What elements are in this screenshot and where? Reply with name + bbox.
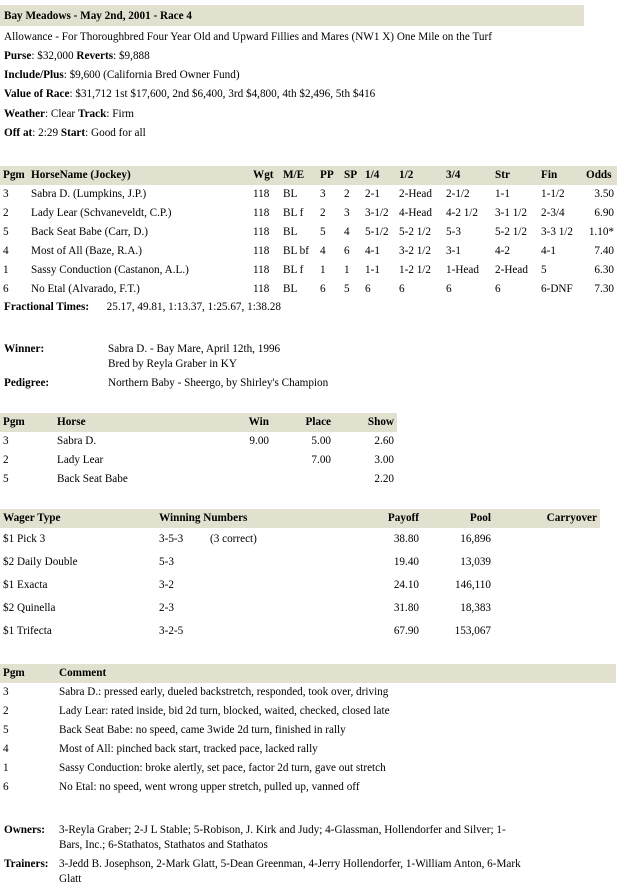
cell: 67.90: [393, 624, 419, 637]
fractional-values: 25.17, 49.81, 1:13.37, 1:25.67, 1:38.28: [106, 301, 281, 313]
cell: [207, 551, 350, 574]
cell: Back Seat Babe: no speed, came 3wide 2d turn, finished in rally: [59, 723, 346, 736]
comments-table: [0, 664, 616, 797]
cell: 6: [365, 282, 371, 295]
col-header: Payoff: [350, 509, 422, 528]
cell: $1 Trifecta: [3, 624, 52, 637]
table-row: [0, 683, 616, 702]
cell: [220, 470, 272, 489]
cell: 4: [320, 244, 326, 257]
cell: 2: [3, 206, 9, 219]
cell: 118: [253, 206, 270, 219]
table-row: [0, 759, 616, 778]
cell: $2 Quinella: [3, 601, 56, 614]
cell: Sabra D.: pressed early, dueled backstretch, responded, took over, driving: [59, 685, 389, 698]
cell: 3-2: [159, 578, 174, 591]
winner-desc: Sabra D. - Bay Mare, April 12th, 1996: [108, 343, 281, 355]
cell: 3-2-5: [159, 624, 184, 637]
cell: 1: [344, 263, 350, 276]
winner-label: Winner:: [4, 343, 45, 355]
fractional-times: Fractional Times: 25.17, 49.81, 1:13.37, 1:25.67, 1:38.28: [4, 301, 281, 313]
cell: 118: [253, 244, 270, 257]
track-value: : Firm: [106, 108, 135, 120]
comments-header-row: [0, 664, 616, 683]
cell: Sassy Conduction (Castanon, A.L.): [31, 263, 189, 276]
payouts-header-row: [0, 413, 397, 432]
trainers-line1: 3-Jedd B. Josephson, 2-Mark Glatt, 5-Dean Greenman, 4-Jerry Hollendorfer, 1-William Anton, 6-Mark: [59, 858, 521, 870]
cell: 5: [3, 472, 9, 485]
cell: 2-3/4: [541, 206, 565, 219]
cell: 5: [3, 723, 9, 736]
col-header: Winning Numbers: [156, 509, 350, 528]
cell: BL: [283, 225, 298, 238]
cell: Back Seat Babe (Carr, D.): [31, 225, 148, 238]
cell: 9.00: [249, 434, 269, 447]
cell: 6: [344, 244, 350, 257]
cell: 3: [320, 187, 326, 200]
cell: Lady Lear: [57, 453, 104, 466]
cell: 5: [320, 225, 326, 238]
payouts-table: [0, 413, 397, 489]
cell: BL: [283, 282, 298, 295]
table-row: [0, 280, 617, 299]
include-value: : $9,600 (California Bred Owner Fund): [63, 69, 240, 81]
cell: 4-2: [495, 244, 510, 257]
cell: 6: [320, 282, 326, 295]
cell: 5.00: [311, 434, 331, 447]
cell: 5-2 1/2: [495, 225, 528, 238]
cell: 1-2 1/2: [399, 263, 432, 276]
cell: 2: [3, 704, 9, 717]
results-table: [0, 166, 617, 299]
cell: BL: [283, 187, 298, 200]
col-header: Pgm: [0, 166, 28, 185]
cell: 6: [3, 780, 9, 793]
cell: 7.00: [311, 453, 331, 466]
cell: 3: [3, 434, 9, 447]
cell: 3: [3, 187, 9, 200]
cell: 118: [253, 187, 270, 200]
col-header: 1/4: [362, 166, 396, 185]
cell: 2-1: [365, 187, 380, 200]
results-header-row: [0, 166, 617, 185]
cell: 5-3: [446, 225, 461, 238]
cell: 1.10*: [588, 225, 614, 238]
cell: 1: [3, 263, 9, 276]
cell: 13,039: [460, 555, 491, 568]
col-header: Show: [334, 413, 397, 432]
col-header: SP: [341, 166, 362, 185]
col-header: PP: [317, 166, 341, 185]
col-header: Carryover: [494, 509, 600, 528]
col-header: Str: [492, 166, 538, 185]
cell: 5: [3, 225, 9, 238]
table-row: [0, 528, 600, 551]
cell: No Etal: no speed, went wrong upper stretch, pulled up, vanned off: [59, 780, 360, 793]
cell: 16,896: [460, 532, 491, 545]
cell: 3.00: [374, 453, 394, 466]
table-row: [0, 204, 617, 223]
cell: BL f: [283, 263, 304, 276]
cell: 5-2 1/2: [399, 225, 432, 238]
wagers-header-row: [0, 509, 600, 528]
cell: 2-3: [159, 601, 174, 614]
fractional-label: Fractional Times: [4, 301, 86, 313]
cell: 3-5-3: [159, 532, 184, 545]
cell: (3 correct): [210, 532, 257, 545]
col-header: HorseName (Jockey): [28, 166, 250, 185]
table-row: [0, 597, 600, 620]
reverts-label: Reverts: [76, 50, 114, 62]
cell: [207, 620, 350, 643]
cell: [207, 597, 350, 620]
cell: 118: [253, 282, 270, 295]
cell: 4-2 1/2: [446, 206, 479, 219]
cell: 3-1/2: [365, 206, 389, 219]
track-label: Track: [77, 108, 107, 120]
cell: 4: [3, 742, 9, 755]
cell: 1-1/2: [541, 187, 565, 200]
table-row: [0, 451, 397, 470]
cell: 118: [253, 225, 270, 238]
cell: 2-1/2: [446, 187, 470, 200]
cell: 7.40: [594, 244, 614, 257]
cell: Lady Lear (Schvaneveldt, C.P.): [31, 206, 172, 219]
col-header: Comment: [56, 664, 616, 683]
table-row: [0, 185, 617, 204]
cell: 146,110: [455, 578, 491, 591]
start-label: Start: [60, 127, 86, 139]
cell: 6.90: [594, 206, 614, 219]
cell: 7.30: [594, 282, 614, 295]
table-row: [0, 620, 600, 643]
cell: 3.50: [594, 187, 614, 200]
cell: 1-1: [365, 263, 380, 276]
trainers-label: Trainers:: [4, 858, 49, 870]
cell: 6: [3, 282, 9, 295]
cell: Most of All: pinched back start, tracked pace, lacked rally: [59, 742, 318, 755]
table-row: [0, 432, 397, 451]
cell: [272, 470, 334, 489]
cell: 3: [344, 206, 350, 219]
cell: Back Seat Babe: [57, 472, 128, 485]
table-row: [0, 223, 617, 242]
cell: Lady Lear: rated inside, bid 2d turn, blocked, waited, checked, closed late: [59, 704, 390, 717]
owners-line1: 3-Reyla Graber; 2-J L Stable; 5-Robison, J. Kirk and Judy; 4-Glassman, Hollendorfer and Silver; 1-: [59, 824, 506, 836]
cell: 1-1: [495, 187, 510, 200]
col-header: Pool: [422, 509, 494, 528]
cell: 19.40: [393, 555, 419, 568]
col-header: Win: [220, 413, 272, 432]
weather-value: : Clear: [45, 108, 78, 120]
cell: 38.80: [393, 532, 419, 545]
col-header: 1/2: [396, 166, 443, 185]
cell: BL bf: [283, 244, 309, 257]
table-row: [0, 261, 617, 280]
cell: 1: [3, 761, 9, 774]
cell: 153,067: [454, 624, 491, 637]
col-header: Pgm: [0, 413, 54, 432]
col-header: Wgt: [250, 166, 280, 185]
cell: 24.10: [393, 578, 419, 591]
purse-value: : $32,000: [31, 50, 77, 62]
cell: 18,383: [460, 601, 491, 614]
cell: 5: [541, 263, 547, 276]
race-conditions: Allowance - For Thoroughbred Four Year Old and Upward Fillies and Mares (NW1 X) One Mile on the Turf: [4, 31, 492, 43]
col-header: Pgm: [0, 664, 56, 683]
cell: 4-1: [365, 244, 380, 257]
owners-line2: Bars, Inc.; 6-Stathatos, Stathatos and Stathatos: [59, 839, 268, 851]
include-line: [4, 69, 240, 82]
cell: Sabra D. (Lumpkins, J.P.): [31, 187, 147, 200]
cell: $1 Exacta: [3, 578, 48, 591]
cell: No Etal (Alvarado, F.T.): [31, 282, 140, 295]
cell: 4-1: [541, 244, 556, 257]
cell: 3-3 1/2: [541, 225, 574, 238]
table-row: [0, 470, 397, 489]
col-header: Wager Type: [0, 509, 156, 528]
weather-line: [4, 108, 134, 121]
table-row: [0, 551, 600, 574]
value-value: : $31,712 1st $17,600, 2nd $6,400, 3rd $4,800, 4th $2,496, 5th $416: [69, 88, 376, 100]
cell: 2-Head: [399, 187, 432, 200]
owners-label: Owners:: [4, 824, 46, 836]
value-line: [4, 88, 375, 101]
table-row: [0, 721, 616, 740]
col-header: Fin: [538, 166, 583, 185]
table-row: [0, 574, 600, 597]
cell: 6.30: [594, 263, 614, 276]
cell: 5-1/2: [365, 225, 389, 238]
cell: 1-Head: [446, 263, 479, 276]
offat-line: [4, 127, 146, 140]
purse-line: [4, 50, 150, 63]
table-row: [0, 778, 616, 797]
col-header: 3/4: [443, 166, 492, 185]
cell: 4: [344, 225, 350, 238]
cell: 6: [495, 282, 501, 295]
table-row: [0, 242, 617, 261]
table-row: [0, 702, 616, 721]
cell: 2.20: [374, 472, 394, 485]
value-label: Value of Race: [4, 88, 70, 100]
cell: Sassy Conduction: broke alertly, set pace, factor 2d turn, gave out stretch: [59, 761, 386, 774]
cell: Sabra D.: [57, 434, 97, 447]
offat-label: Off at: [4, 127, 33, 139]
cell: [220, 451, 272, 470]
pedigree-label: Pedigree:: [4, 377, 50, 389]
include-label: Include/Plus: [4, 69, 64, 81]
cell: $2 Daily Double: [3, 555, 78, 568]
col-header: Odds: [583, 166, 617, 185]
cell: 3-1: [446, 244, 461, 257]
pedigree-value: Northern Baby - Sheergo, by Shirley's Champion: [108, 377, 329, 389]
winner-breeder: Bred by Reyla Graber in KY: [108, 358, 237, 370]
cell: 2: [344, 187, 350, 200]
col-header: Horse: [54, 413, 220, 432]
col-header: M/E: [280, 166, 317, 185]
cell: 6: [399, 282, 405, 295]
cell: $1 Pick 3: [3, 532, 46, 545]
cell: Most of All (Baze, R.A.): [31, 244, 142, 257]
cell: 2: [3, 453, 9, 466]
cell: 5: [344, 282, 350, 295]
cell: 4-Head: [399, 206, 432, 219]
cell: BL f: [283, 206, 304, 219]
cell: [207, 574, 350, 597]
reverts-value: : $9,888: [113, 50, 150, 62]
cell: 1: [320, 263, 326, 276]
cell: 3-1 1/2: [495, 206, 528, 219]
purse-label: Purse: [4, 50, 32, 62]
cell: 2: [320, 206, 326, 219]
table-row: [0, 740, 616, 759]
cell: 3-2 1/2: [399, 244, 432, 257]
cell: 4: [3, 244, 9, 257]
cell: 6: [446, 282, 452, 295]
cell: 31.80: [393, 601, 419, 614]
wagers-table: [0, 509, 600, 643]
cell: 6-DNF: [541, 282, 573, 295]
cell: 118: [253, 263, 270, 276]
start-value: : Good for all: [85, 127, 146, 139]
cell: 2-Head: [495, 263, 528, 276]
weather-label: Weather: [4, 108, 46, 120]
cell: 3: [3, 685, 9, 698]
col-header: Place: [272, 413, 334, 432]
trainers-line2: Glatt: [59, 873, 82, 885]
cell: 5-3: [159, 555, 174, 568]
cell: 2.60: [374, 434, 394, 447]
offat-value: : 2:29: [32, 127, 61, 139]
race-title: Bay Meadows - May 2nd, 2001 - Race 4: [4, 10, 192, 22]
